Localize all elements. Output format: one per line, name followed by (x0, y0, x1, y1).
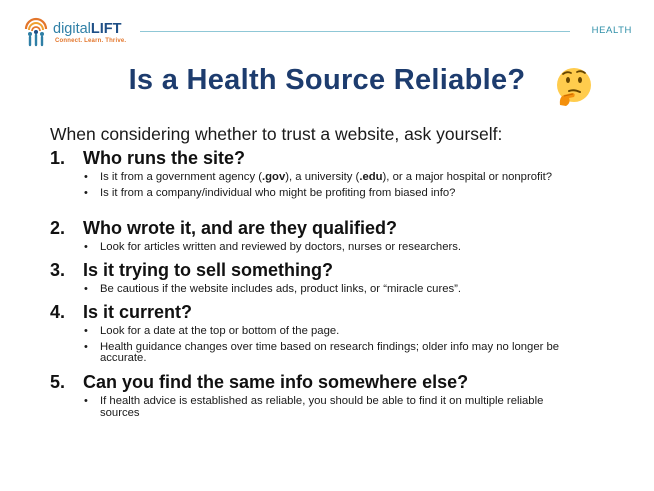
bullet-item: • Look for a date at the top or bottom of the page. (50, 326, 580, 338)
thinking-face-icon (552, 65, 596, 109)
bullet-item: • Is it from a government agency (.gov), a university (.edu), or a major hospital or nonprofit? (50, 172, 580, 184)
bullet-item: • If health advice is established as reliable, you should be able to find it on multiple reliable sources (50, 396, 580, 419)
question-item (50, 260, 610, 302)
question-item (50, 302, 610, 372)
logo-tagline: Connect. Learn. Thrive. (55, 38, 127, 44)
logo-word-digital: digital (53, 21, 91, 37)
logo-wordmark (53, 21, 122, 37)
question-heading: Is it current? (83, 302, 193, 322)
question-item (50, 372, 610, 419)
question-item (50, 218, 610, 260)
bullet-item: • Is it from a company/individual who might be profiting from biased info? (50, 188, 580, 200)
header-divider (140, 31, 570, 32)
question-heading: Is it trying to sell something? (83, 260, 334, 280)
bullet-item: • Health guidance changes over time based on research findings; older info may no longer be accurate. (50, 342, 580, 365)
bullet-item: • Look for articles written and reviewed by doctors, nurses or researchers. (50, 242, 580, 254)
question-number: 4. (50, 302, 66, 322)
section-label: HEALTH (591, 25, 632, 36)
question-list (50, 148, 610, 423)
logo-word-lift: LIFT (90, 21, 122, 37)
question-item (50, 148, 610, 218)
intro-text: When considering whether to trust a website, ask yourself: (50, 124, 503, 144)
question-number: 5. (50, 372, 66, 392)
question-number: 1. (50, 148, 66, 168)
question-number: 3. (50, 260, 66, 280)
question-number: 2. (50, 218, 66, 238)
page-title: Is a Health Source Reliable? (128, 64, 526, 96)
lift-logo-icon (20, 15, 52, 47)
digital-lift-logo (20, 15, 140, 49)
question-heading: Can you find the same info somewhere else? (83, 372, 469, 392)
question-heading: Who wrote it, and are they qualified? (83, 218, 398, 238)
question-heading: Who runs the site? (83, 148, 245, 168)
bullet-item: • Be cautious if the website includes ads, product links, or “miracle cures”. (50, 284, 580, 296)
